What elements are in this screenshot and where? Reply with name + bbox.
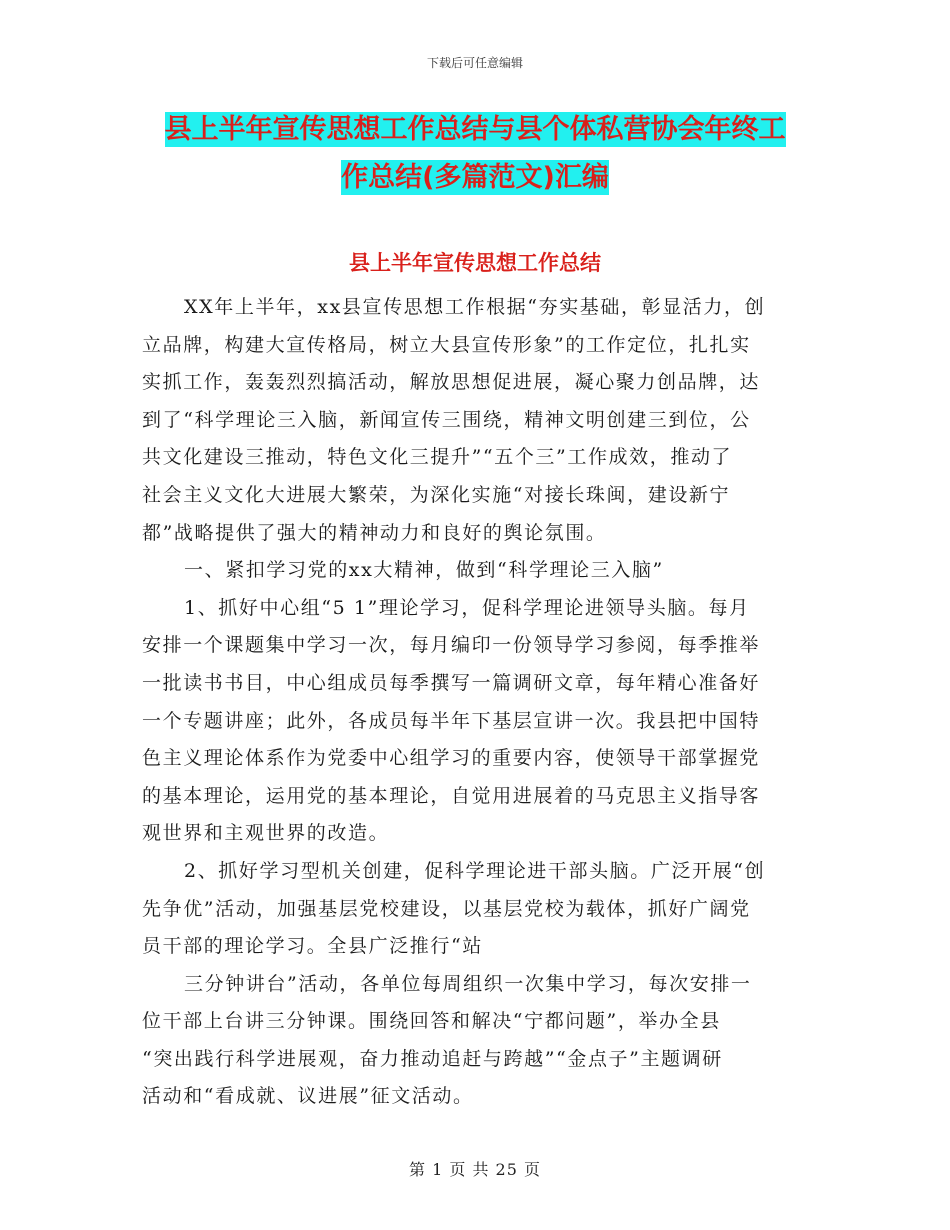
paragraph-line: 实抓工作，轰轰烈烈搞活动，解放思想促进展，凝心聚力创品牌，达 bbox=[142, 371, 761, 394]
document-title-line-2: 作总结(多篇范文)汇编 bbox=[341, 162, 609, 193]
paragraph-line: 观世界和主观世界的改造。 bbox=[142, 822, 390, 845]
paragraph-line: 一批读书书目，中心组成员每季撰写一篇调研文章，每年精心准备好 bbox=[142, 671, 761, 694]
page-header: 下载后可任意编辑 bbox=[426, 56, 523, 70]
body-text bbox=[142, 289, 810, 1116]
paragraph-line: 共文化建设三推动，特色文化三提升”“五个三”工作成效，推动了 bbox=[142, 446, 733, 469]
document-title-line-1: 县上半年宣传思想工作总结与县个体私营协会年终工 bbox=[164, 114, 786, 145]
paragraph-line: 一个专题讲座；此外，各成员每半年下基层宣讲一次。我县把中国特 bbox=[142, 709, 761, 732]
document-title bbox=[140, 106, 810, 202]
heading-line: 一、紧扣学习党的xx大精神，做到“科学理论三入脑” bbox=[184, 559, 664, 582]
paragraph-line: 先争优”活动，加强基层党校建设，以基层党校为载体，抓好广阔党 bbox=[142, 897, 751, 920]
paragraph-line: XX年上半年，xx县宣传思想工作根据“夯实基础，彰显活力，创 bbox=[184, 296, 766, 318]
paragraph-line: 三分钟讲台”活动，各单位每周组织一次集中学习，每次安排一 bbox=[184, 972, 752, 995]
paragraph-line: 色主义理论体系作为党委中心组学习的重要内容，使领导干部掌握党 bbox=[142, 747, 761, 770]
section-title: 县上半年宣传思想工作总结 bbox=[349, 251, 601, 275]
paragraph-line: 2、抓好学习型机关创建，促科学理论进干部头脑。广泛开展“创 bbox=[184, 859, 766, 882]
paragraph-line: 社会主义文化大进展大繁荣，为深化实施“对接长珠闽，建设新宁 bbox=[142, 483, 731, 506]
paragraph-line: 员干部的理论学习。全县广泛推行“站 bbox=[142, 935, 483, 958]
paragraph-line: 的基本理论，运用党的基本理论，自觉用进展着的马克思主义指导客 bbox=[142, 784, 761, 807]
paragraph-line: 安排一个课题集中学习一次，每月编印一份领导学习参阅，每季推举 bbox=[142, 634, 761, 657]
paragraph-line: 都”战略提供了强大的精神动力和良好的舆论氛围。 bbox=[142, 521, 607, 544]
paragraph-line: 活动和“看成就、议进展”征文活动。 bbox=[142, 1085, 474, 1108]
paragraph-line: 到了“科学理论三入脑，新闻宣传三围绕，精神文明创建三到位，公 bbox=[142, 408, 751, 431]
paragraph-line: “突出践行科学进展观，奋力推动追赶与跨越”“金点子”主题调研 bbox=[142, 1047, 723, 1070]
paragraph-line: 位干部上台讲三分钟课。围绕回答和解决“宁都问题”，举办全县 bbox=[142, 1010, 721, 1033]
page-number-footer: 第 1 页 共 25 页 bbox=[409, 1160, 541, 1179]
paragraph-line: 立品牌，构建大宣传格局，树立大县宣传形象”的工作定位，扎扎实 bbox=[142, 333, 751, 356]
paragraph-line: 1、抓好中心组“5 1”理论学习，促科学理论进领导头脑。每月 bbox=[184, 596, 750, 619]
